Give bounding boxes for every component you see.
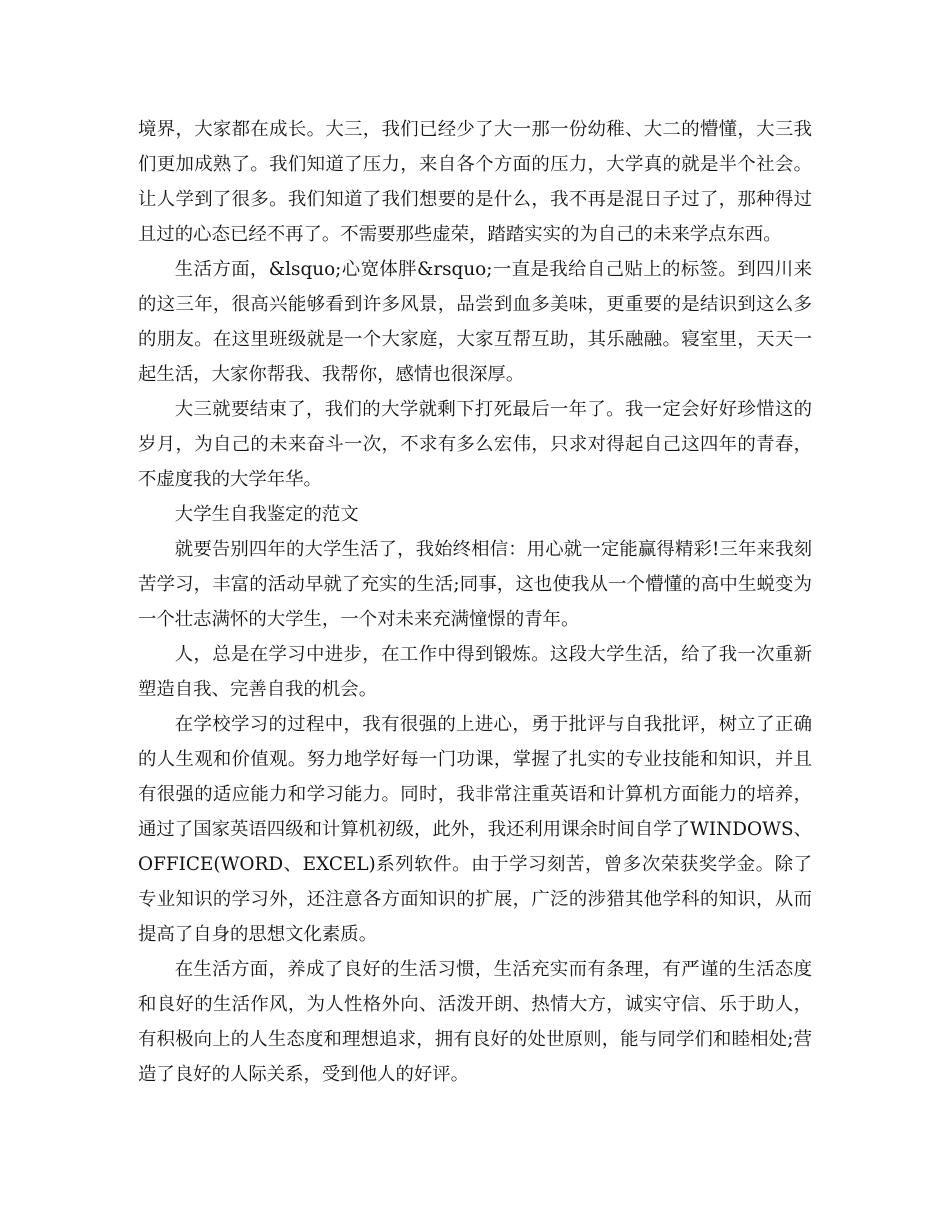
document-body <box>138 112 812 1092</box>
section-heading: 大学生自我鉴定的范文 <box>174 504 359 525</box>
paragraph-continuation: 境界，大家都在成长。大三，我们已经少了大一那一份幼稚、大二的懵懂，大三我们更加成熟了。我们知道了压力，来自各个方面的压力，大学真的就是半个社会。让人学到了很多。我们知道了我们想要的是什么，我不再是混日子过了，那种得过且过的心态已经不再了。不需要那些虚荣，踏踏实实的为自己的未来学点东西。 <box>138 119 812 245</box>
paragraph-progress: 人，总是在学习中进步，在工作中得到锻炼。这段大学生活，给了我一次重新塑造自我、完善自我的机会。 <box>138 644 812 700</box>
paragraph-study: 在学校学习的过程中，我有很强的上进心，勇于批评与自我批评，树立了正确的人生观和价值观。努力地学好每一门功课，掌握了扎实的专业技能和知识，并且有很强的适应能力和学习能力。同时，我非常注重英语和计算机方面能力的培养，通过了国家英语四级和计算机初级，此外，我还利用课余时间自学了WINDOWS、OFFICE(WORD、EXCEL)系列软件。由于学习刻苦，曾多次荣获奖学金。除了专业知识的学习外，还注意各方面知识的扩展，广泛的涉猎其他学科的知识，从而提高了自身的思想文化素质。 <box>138 714 812 945</box>
paragraph-junior-year-ending: 大三就要结束了，我们的大学就剩下打死最后一年了。我一定会好好珍惜这的岁月，为自己的未来奋斗一次，不求有多么宏伟，只求对得起自己这四年的青春，不虚度我的大学年华。 <box>138 399 812 490</box>
paragraph-life-aspect: 生活方面，&lsquo;心宽体胖&rsquo;一直是我给自己贴上的标签。到四川来的这三年，很高兴能够看到许多风景，品尝到血多美味，更重要的是结识到这么多的朋友。在这里班级就是一个大家庭，大家互帮互助，其乐融融。寝室里，天天一起生活，大家你帮我、我帮你，感情也很深厚。 <box>138 259 812 385</box>
paragraph-life-habits: 在生活方面，养成了良好的生活习惯，生活充实而有条理，有严谨的生活态度和良好的生活作风，为人性格外向、活泼开朗、热情大方，诚实守信、乐于助人，有积极向上的人生态度和理想追求，拥有良好的处世原则，能与同学们和睦相处;营造了良好的人际关系，受到他人的好评。 <box>138 959 812 1085</box>
paragraph-farewell: 就要告别四年的大学生活了，我始终相信：用心就一定能赢得精彩!三年来我刻苦学习，丰富的活动早就了充实的生活;同事，这也使我从一个懵懂的高中生蜕变为一个壮志满怀的大学生，一个对未来充满憧憬的青年。 <box>138 539 812 630</box>
